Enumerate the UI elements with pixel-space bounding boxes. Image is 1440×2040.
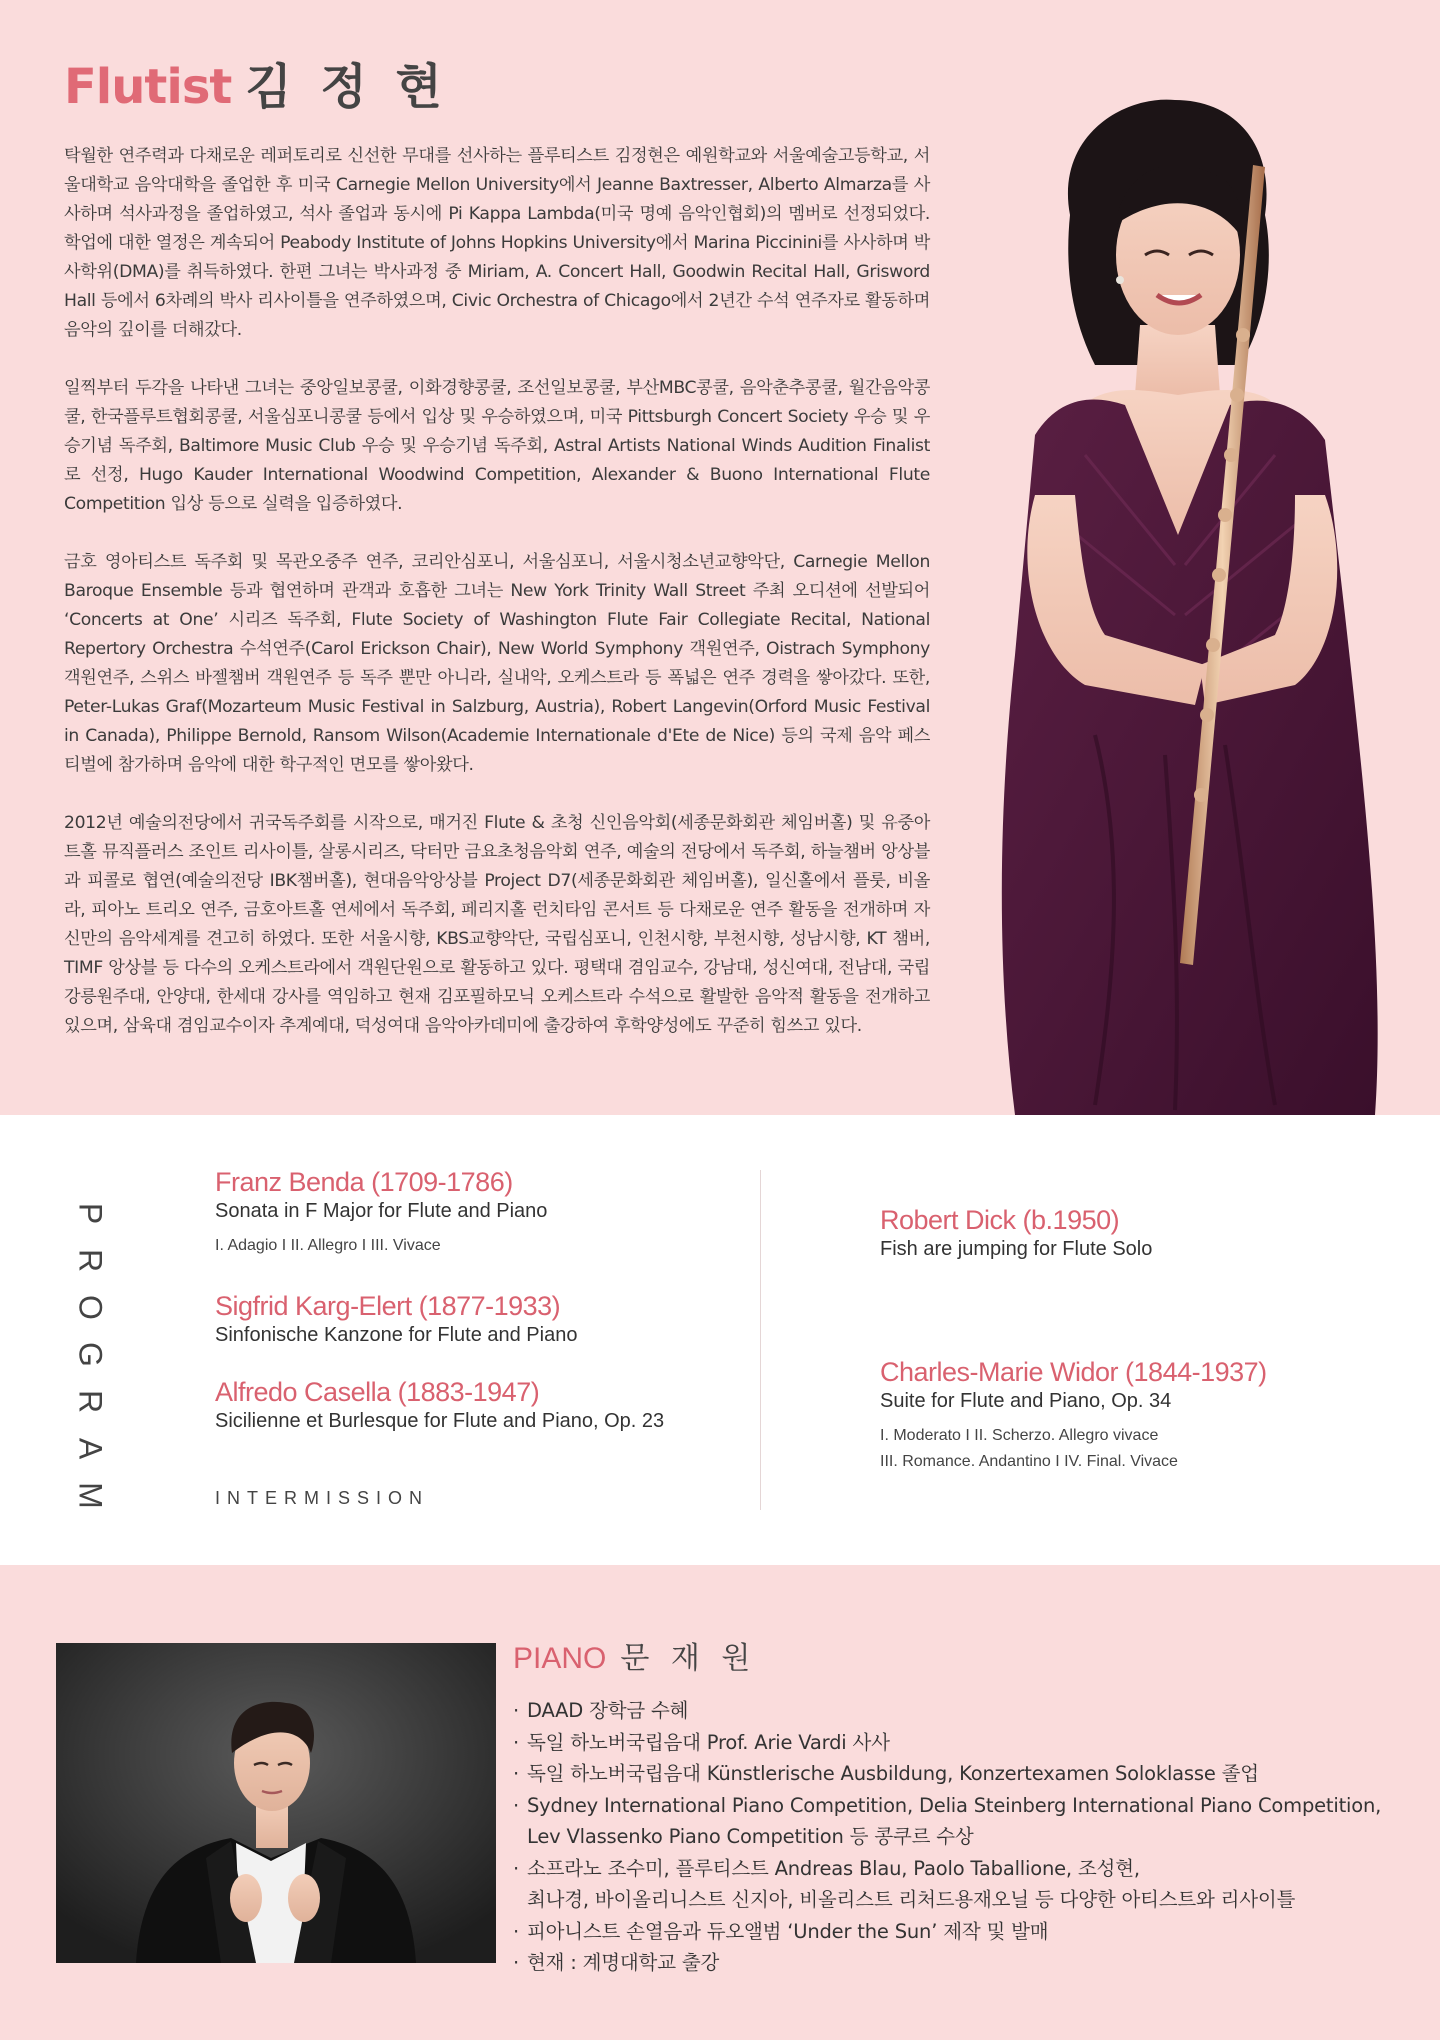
list-item-continuation: 최나경, 바이올리니스트 신지아, 비올리스트 리처드용재오닐 등 다양한 아티스트와 리사이틀 <box>527 1888 1296 1911</box>
movements: III. Romance. Andantino I IV. Final. Vivace <box>880 1453 1178 1470</box>
flutist-title <box>64 48 448 117</box>
movements: I. Moderato I II. Scherzo. Allegro vivace <box>880 1427 1159 1444</box>
pianist-title <box>513 1633 756 1677</box>
program-letter: P <box>72 1202 109 1225</box>
pianist-photo <box>56 1643 496 1963</box>
program-item <box>215 1377 745 1433</box>
program-divider <box>760 1170 761 1510</box>
flutist-photo <box>975 95 1395 1115</box>
program-heading <box>70 1190 109 1519</box>
flutist-name: 김 정 현 <box>245 59 448 115</box>
composer-name: Robert Dick (b.1950) <box>880 1205 1120 1235</box>
program-item <box>215 1167 745 1255</box>
program-section <box>0 1115 1440 1565</box>
program-letter: O <box>72 1295 109 1320</box>
pianist-section <box>0 1565 1440 2040</box>
program-item <box>880 1357 1380 1471</box>
pianist-role: PIANO <box>513 1642 607 1675</box>
bio-paragraph: 금호 영아티스트 독주회 및 목관오중주 연주, 코리안심포니, 서울심포니, 서울시청소년교향악단, Carnegie Mellon Baroque Ensemble 등과 협연하며 관객과 호흡한 그녀는 New York Trinity Wall Street 주최 오디션에 선발되어 ‘Concerts at One’ 시리즈 독주회, Flute Society of Washington Flute Fair Collegiate Recital, National Repertory Orchestra 수석연주(Carol Erickson Chair), New World Symphony 객원연주, Oistrach Symphony 객원연주, 스위스 바젤챔버 객원연주 등 독주 뿐만 아니라, 실내악, 오케스트라 등 폭넓은 연주 경력을 쌓아갔다. 또한, Peter-Lukas Graf(Mozarteum Music Festival in Salzburg, Austria), Robert Langevin(Orford Music Festival in Canada), Philippe Bernold, Ransom Wilson(Academie Internationale d'Ete de Nice) 등의 국제 음악 페스티벌에 참가하며 음악에 대한 학구적인 면모를 쌓아왔다. <box>64 552 930 775</box>
composer-name: Alfredo Casella (1883-1947) <box>215 1377 540 1407</box>
piece-title: Fish are jumping for Flute Solo <box>880 1238 1153 1260</box>
program-first-half <box>215 1167 745 1453</box>
bio-paragraph: 일찍부터 두각을 나타낸 그녀는 중앙일보콩쿨, 이화경향콩쿨, 조선일보콩쿨, 부산MBC콩쿨, 음악춘추콩쿨, 월간음악콩쿨, 한국플루트협회콩쿨, 서울심포니콩쿨 등에서 입상 및 우승하였으며, 미국 Pittsburgh Concert Society 우승 및 우승기념 독주회, Baltimore Music Club 우승 및 우승기념 독주회, Astral Artists National Winds Audition Finalist로 선정, Hugo Kauder International Woodwind Competition, Alexander & Buono International Flute Competition 입상 등으로 실력을 입증하였다. <box>64 378 930 514</box>
piece-title: Sicilienne et Burlesque for Flute and Piano, Op. 23 <box>215 1410 665 1432</box>
piece-title: Sonata in F Major for Flute and Piano <box>215 1200 548 1222</box>
program-letter: R <box>72 1248 109 1273</box>
bio-paragraph: 탁월한 연주력과 다채로운 레퍼토리로 신선한 무대를 선사하는 플루티스트 김정현은 예원학교와 서울예술고등학교, 서울대학교 음악대학을 졸업한 후 미국 Carnegie Mellon University에서 Jeanne Baxtresser, Alberto Almarza를 사사하며 석사과정을 졸업하였고, 석사 졸업과 동시에 Pi Kappa Lambda(미국 명예 음악인협회)의 멤버로 선정되었다. 학업에 대한 열정은 계속되어 Peabody Institute of Johns Hopkins University에서 Marina Piccinini를 사사하며 박사학위(DMA)를 취득하였다. 한편 그녀는 박사과정 중 Miriam, A. Concert Hall, Goodwin Recital Hall, Grisword Hall 등에서 6차례의 박사 리사이틀을 연주하였으며, Civic Orchestra of Chicago에서 2년간 수석 연주자로 활동하며 음악의 깊이를 더해갔다. <box>64 146 930 340</box>
movements: I. Adagio I II. Allegro I III. Vivace <box>215 1237 441 1254</box>
composer-name: Sigfrid Karg-Elert (1877-1933) <box>215 1291 561 1321</box>
flutist-role: Flutist <box>64 59 232 115</box>
program-letter: R <box>72 1389 109 1414</box>
intermission-label: INTERMISSION <box>215 1488 430 1508</box>
composer-name: Franz Benda (1709-1786) <box>215 1167 513 1197</box>
list-item: · DAAD 장학금 수혜 <box>513 1695 1413 1727</box>
program-second-half <box>880 1205 1380 1491</box>
list-item: · 독일 하노버국립음대 Prof. Arie Vardi 사사 <box>513 1727 1413 1759</box>
piece-title: Sinfonische Kanzone for Flute and Piano <box>215 1324 578 1346</box>
program-letter: M <box>72 1482 109 1509</box>
pianist-bio-list <box>513 1695 1413 1979</box>
program-letter: G <box>72 1342 109 1367</box>
list-item: · 피아니스트 손열음과 듀오앨범 ‘Under the Sun’ 제작 및 발매 <box>513 1916 1413 1948</box>
flutist-bio <box>64 142 930 1070</box>
bio-paragraph: 2012년 예술의전당에서 귀국독주회를 시작으로, 매거진 Flute & 초청 신인음악회(세종문화회관 체임버홀) 및 유중아트홀 뮤직플러스 조인트 리사이틀, 살롱시리즈, 닥터만 금요초청음악회 연주, 예술의 전당에서 독주회, 하늘챔버 앙상블과 피콜로 협연(예술의전당 IBK챔버홀), 현대음악앙상블 Project D7(세종문화회관 체임버홀), 일신홀에서 플룻, 비올라, 피아노 트리오 연주, 금호아트홀 연세에서 독주회, 페리지홀 런치타임 콘서트 등 다채로운 연주 활동을 전개하며 자신만의 음악세계를 견고히 하였다. 또한 서울시향, KBS교향악단, 국립심포니, 인천시향, 부천시향, 성남시향, KT 챔버, TIMF 앙상블 등 다수의 오케스트라에서 객원단원으로 활동하고 있다. 평택대 겸임교수, 강남대, 성신여대, 전남대, 국립강릉원주대, 안양대, 한세대 강사를 역임하고 현재 김포필하모닉 오케스트라 수석으로 활발한 음악적 활동을 전개하고 있으며, 삼육대 겸임교수이자 추계예대, 덕성여대 음악아카데미에 출강하여 후학양성에도 꾸준히 힘쓰고 있다. <box>64 813 930 1036</box>
program-item <box>215 1291 745 1347</box>
composer-name: Charles-Marie Widor (1844-1937) <box>880 1357 1267 1387</box>
program-item <box>880 1205 1380 1261</box>
program-letter: A <box>72 1437 109 1460</box>
list-item-continuation: Lev Vlassenko Piano Competition 등 콩쿠르 수상 <box>527 1825 974 1848</box>
piece-title: Suite for Flute and Piano, Op. 34 <box>880 1390 1172 1412</box>
list-item: · 현재 : 계명대학교 출강 <box>513 1947 1413 1979</box>
list-item: · Sydney International Piano Competition, Delia Steinberg International Piano Competition, <box>513 1790 1413 1822</box>
list-item: · 소프라노 조수미, 플루티스트 Andreas Blau, Paolo Taballione, 조성현, <box>513 1853 1413 1885</box>
pianist-name: 문 재 원 <box>620 1641 757 1676</box>
list-item: · 독일 하노버국립음대 Künstlerische Ausbildung, Konzertexamen Soloklasse 졸업 <box>513 1758 1413 1790</box>
